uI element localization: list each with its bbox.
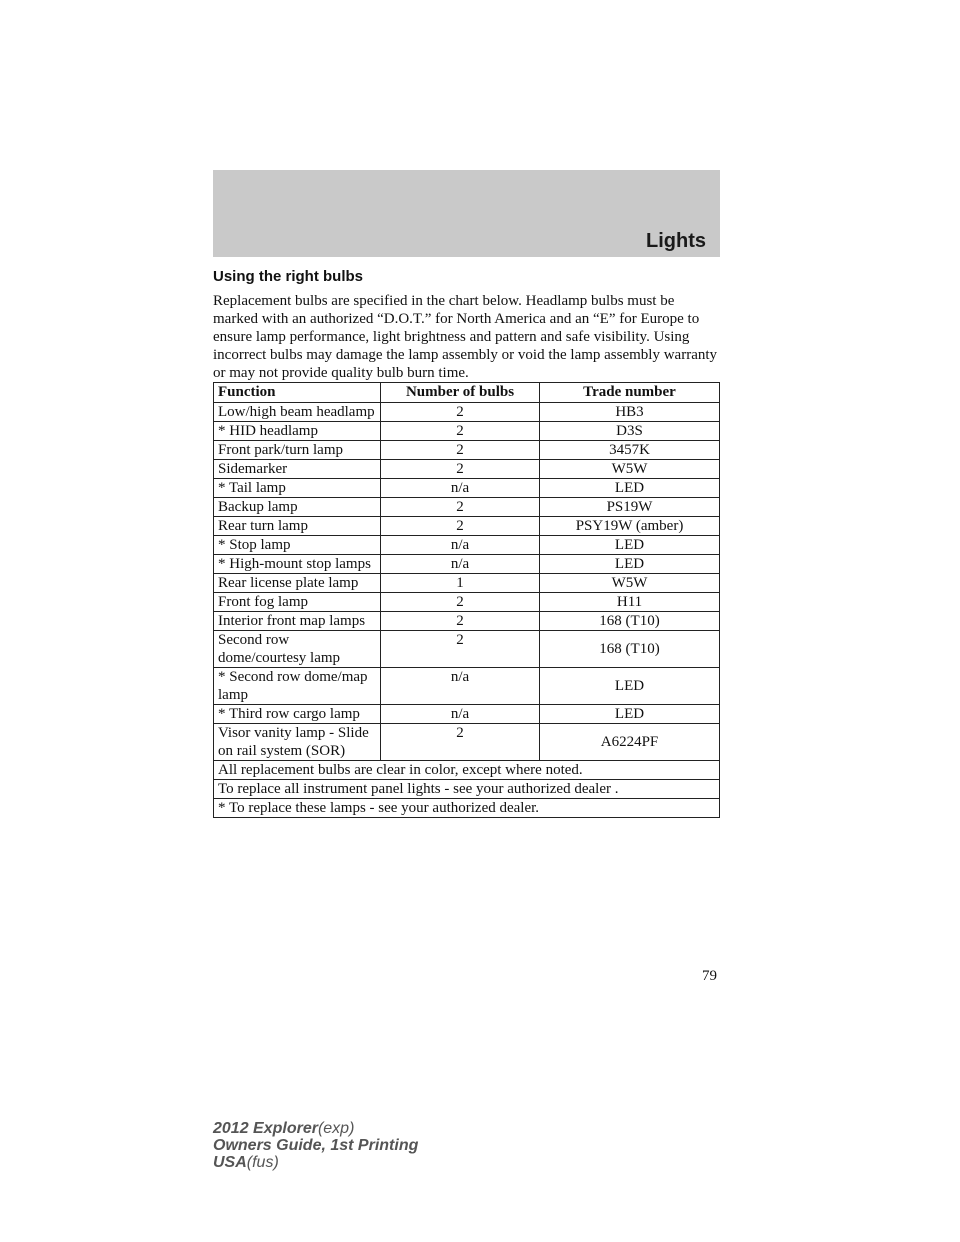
note-instrument-panel: To replace all instrument panel lights - see your authorized dealer . [214, 780, 720, 799]
cell-number-of-bulbs: 2 [381, 460, 540, 479]
table-row [214, 441, 720, 460]
table-row [214, 593, 720, 612]
footer-line-1 [213, 1120, 418, 1137]
table-row [214, 705, 720, 724]
table-header-row [214, 383, 720, 403]
document-footer [213, 1120, 418, 1171]
cell-number-of-bulbs: 2 [381, 724, 540, 761]
cell-trade-number: W5W [540, 574, 720, 593]
cell-function: Visor vanity lamp - Slide on rail system (SOR) [214, 724, 381, 761]
cell-trade-number: PS19W [540, 498, 720, 517]
cell-number-of-bulbs: n/a [381, 555, 540, 574]
cell-function: Front park/turn lamp [214, 441, 381, 460]
note-row [214, 761, 720, 780]
cell-function: * Third row cargo lamp [214, 705, 381, 724]
cell-trade-number: PSY19W (amber) [540, 517, 720, 536]
cell-number-of-bulbs: 2 [381, 612, 540, 631]
cell-number-of-bulbs: 1 [381, 574, 540, 593]
cell-trade-number: 168 (T10) [540, 612, 720, 631]
section-heading: Using the right bulbs [213, 268, 363, 285]
cell-function: Rear license plate lamp [214, 574, 381, 593]
note-asterisk-lamps: * To replace these lamps - see your authorized dealer. [214, 799, 720, 818]
footer-model-code: (exp) [317, 1120, 355, 1137]
table-row [214, 631, 720, 668]
cell-trade-number: LED [540, 668, 720, 705]
cell-function: Sidemarker [214, 460, 381, 479]
cell-trade-number: LED [540, 536, 720, 555]
table-row [214, 517, 720, 536]
note-row [214, 780, 720, 799]
cell-number-of-bulbs: 2 [381, 631, 540, 668]
cell-number-of-bulbs: 2 [381, 498, 540, 517]
cell-function: * Second row dome/map lamp [214, 668, 381, 705]
table-row [214, 574, 720, 593]
table-row [214, 555, 720, 574]
cell-function: * Stop lamp [214, 536, 381, 555]
cell-function: Low/high beam headlamp [214, 403, 381, 422]
page-number: 79 [702, 968, 717, 984]
cell-trade-number: H11 [540, 593, 720, 612]
table-row [214, 724, 720, 761]
header-trade-number: Trade number [540, 383, 720, 403]
footer-guide: Owners Guide, 1st Printing [213, 1137, 419, 1154]
table-notes [214, 761, 720, 818]
cell-number-of-bulbs: 2 [381, 441, 540, 460]
table-row [214, 479, 720, 498]
cell-function: Second row dome/courtesy lamp [214, 631, 381, 668]
cell-function: Interior front map lamps [214, 612, 381, 631]
cell-function: * HID headlamp [214, 422, 381, 441]
cell-trade-number: LED [540, 555, 720, 574]
table-row [214, 536, 720, 555]
cell-trade-number: 168 (T10) [540, 631, 720, 668]
cell-number-of-bulbs: 2 [381, 422, 540, 441]
cell-number-of-bulbs: 2 [381, 593, 540, 612]
intro-paragraph: Replacement bulbs are specified in the chart below. Headlamp bulbs must be marked with an authorized “D.O.T.” for North America and an “E” for Europe to ensure lamp performance, light brightness and pattern and safe visibility. Using incorrect bulbs may damage the lamp assembly or void the lamp assembly warranty or may not provide quality bulb burn time. [213, 293, 718, 381]
cell-function: Front fog lamp [214, 593, 381, 612]
note-clear-color: All replacement bulbs are clear in color, except where noted. [214, 761, 720, 780]
cell-number-of-bulbs: n/a [381, 668, 540, 705]
cell-trade-number: 3457K [540, 441, 720, 460]
note-row [214, 799, 720, 818]
chapter-title: Lights [646, 230, 706, 252]
cell-function: * High-mount stop lamps [214, 555, 381, 574]
footer-model: 2012 Explorer [213, 1120, 318, 1137]
table-row [214, 460, 720, 479]
cell-trade-number: D3S [540, 422, 720, 441]
cell-trade-number: LED [540, 479, 720, 498]
footer-market-code: (fus) [246, 1154, 279, 1171]
table-row [214, 422, 720, 441]
cell-function: Rear turn lamp [214, 517, 381, 536]
footer-line-3 [213, 1154, 418, 1171]
table-row [214, 403, 720, 422]
cell-number-of-bulbs: n/a [381, 705, 540, 724]
header-number-of-bulbs: Number of bulbs [381, 383, 540, 403]
header-function: Function [214, 383, 381, 403]
cell-function: Backup lamp [214, 498, 381, 517]
table-row [214, 668, 720, 705]
bulb-rows [214, 403, 720, 761]
cell-number-of-bulbs: n/a [381, 536, 540, 555]
chapter-header-band [213, 170, 720, 257]
cell-trade-number: LED [540, 705, 720, 724]
table-row [214, 612, 720, 631]
table-row [214, 498, 720, 517]
cell-trade-number: HB3 [540, 403, 720, 422]
cell-number-of-bulbs: n/a [381, 479, 540, 498]
cell-number-of-bulbs: 2 [381, 403, 540, 422]
cell-number-of-bulbs: 2 [381, 517, 540, 536]
cell-trade-number: A6224PF [540, 724, 720, 761]
footer-market: USA [213, 1154, 247, 1171]
cell-function: * Tail lamp [214, 479, 381, 498]
bulb-table [213, 382, 720, 818]
cell-trade-number: W5W [540, 460, 720, 479]
